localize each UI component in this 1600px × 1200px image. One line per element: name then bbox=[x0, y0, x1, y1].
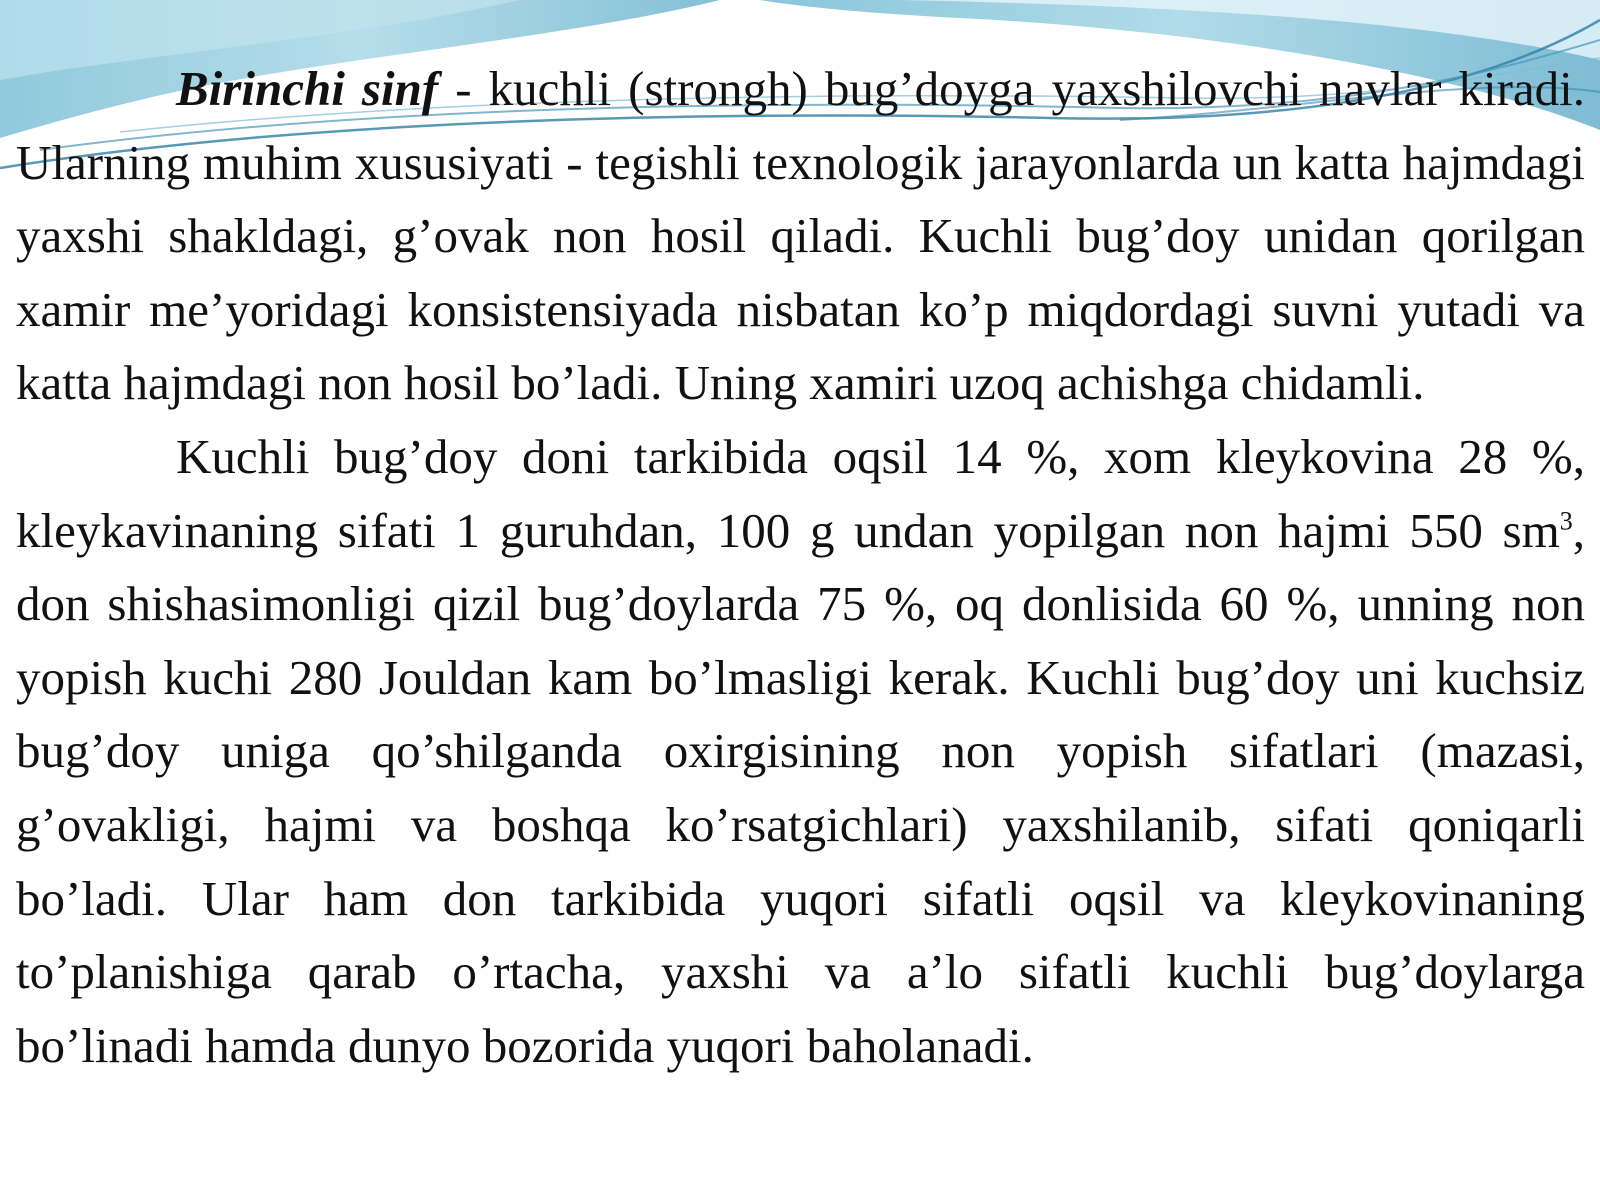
slide-body bbox=[16, 52, 1585, 1082]
paragraph-first-class bbox=[16, 52, 1585, 420]
paragraph-strong-wheat bbox=[16, 420, 1585, 1082]
superscript-cube: 3 bbox=[1559, 506, 1573, 536]
strong-wheat-text-a: Kuchli bug’doy doni tarkibida oqsil 14 %, xom kleykovina 28 %, kleykavinaning sifati 1 guruhdan, 100 g undan yopilgan non hajmi 550 sm bbox=[16, 428, 1585, 558]
first-class-heading: Birinchi sinf bbox=[176, 61, 439, 116]
strong-wheat-text-b: , don shishasimonligi qizil bug’doylarda 75 %, oq donlisida 60 %, unning non yopish kuchi 280 Jouldan kam bo’lmasligi kerak. Kuchli bug’doy uni kuchsiz bug’doy uniga qo’shilganda oxirgisining non yopish sifatlari (mazasi, g’ovakligi, hajmi va boshqa ko’rsatgichlari) yaxshilanib, sifati qoniqarli bo’ladi. Ular ham don tarkibida yuqori sifatli oqsil va kleykovinaning to’planishiga qarab o’rtacha, yaxshi va a’lo sifatli kuchli bug’doylarga bo’linadi hamda dunyo bozorida yuqori baholanadi. bbox=[16, 502, 1585, 1073]
first-class-text: - kuchli (strongh) bug’doyga yaxshilovchi navlar kiradi. Ularning muhim xususiyati - tegishli texnologik jarayonlarda un katta hajmdagi yaxshi shakldagi, g’ovak non hosil qiladi. Kuchli bug’doy unidan qorilgan xamir me’yoridagi konsistensiyada nisbatan ko’p miqdordagi suvni yutadi va katta hajmdagi non hosil bo’ladi. Uning xamiri uzoq achishga chidamli. bbox=[16, 61, 1585, 411]
